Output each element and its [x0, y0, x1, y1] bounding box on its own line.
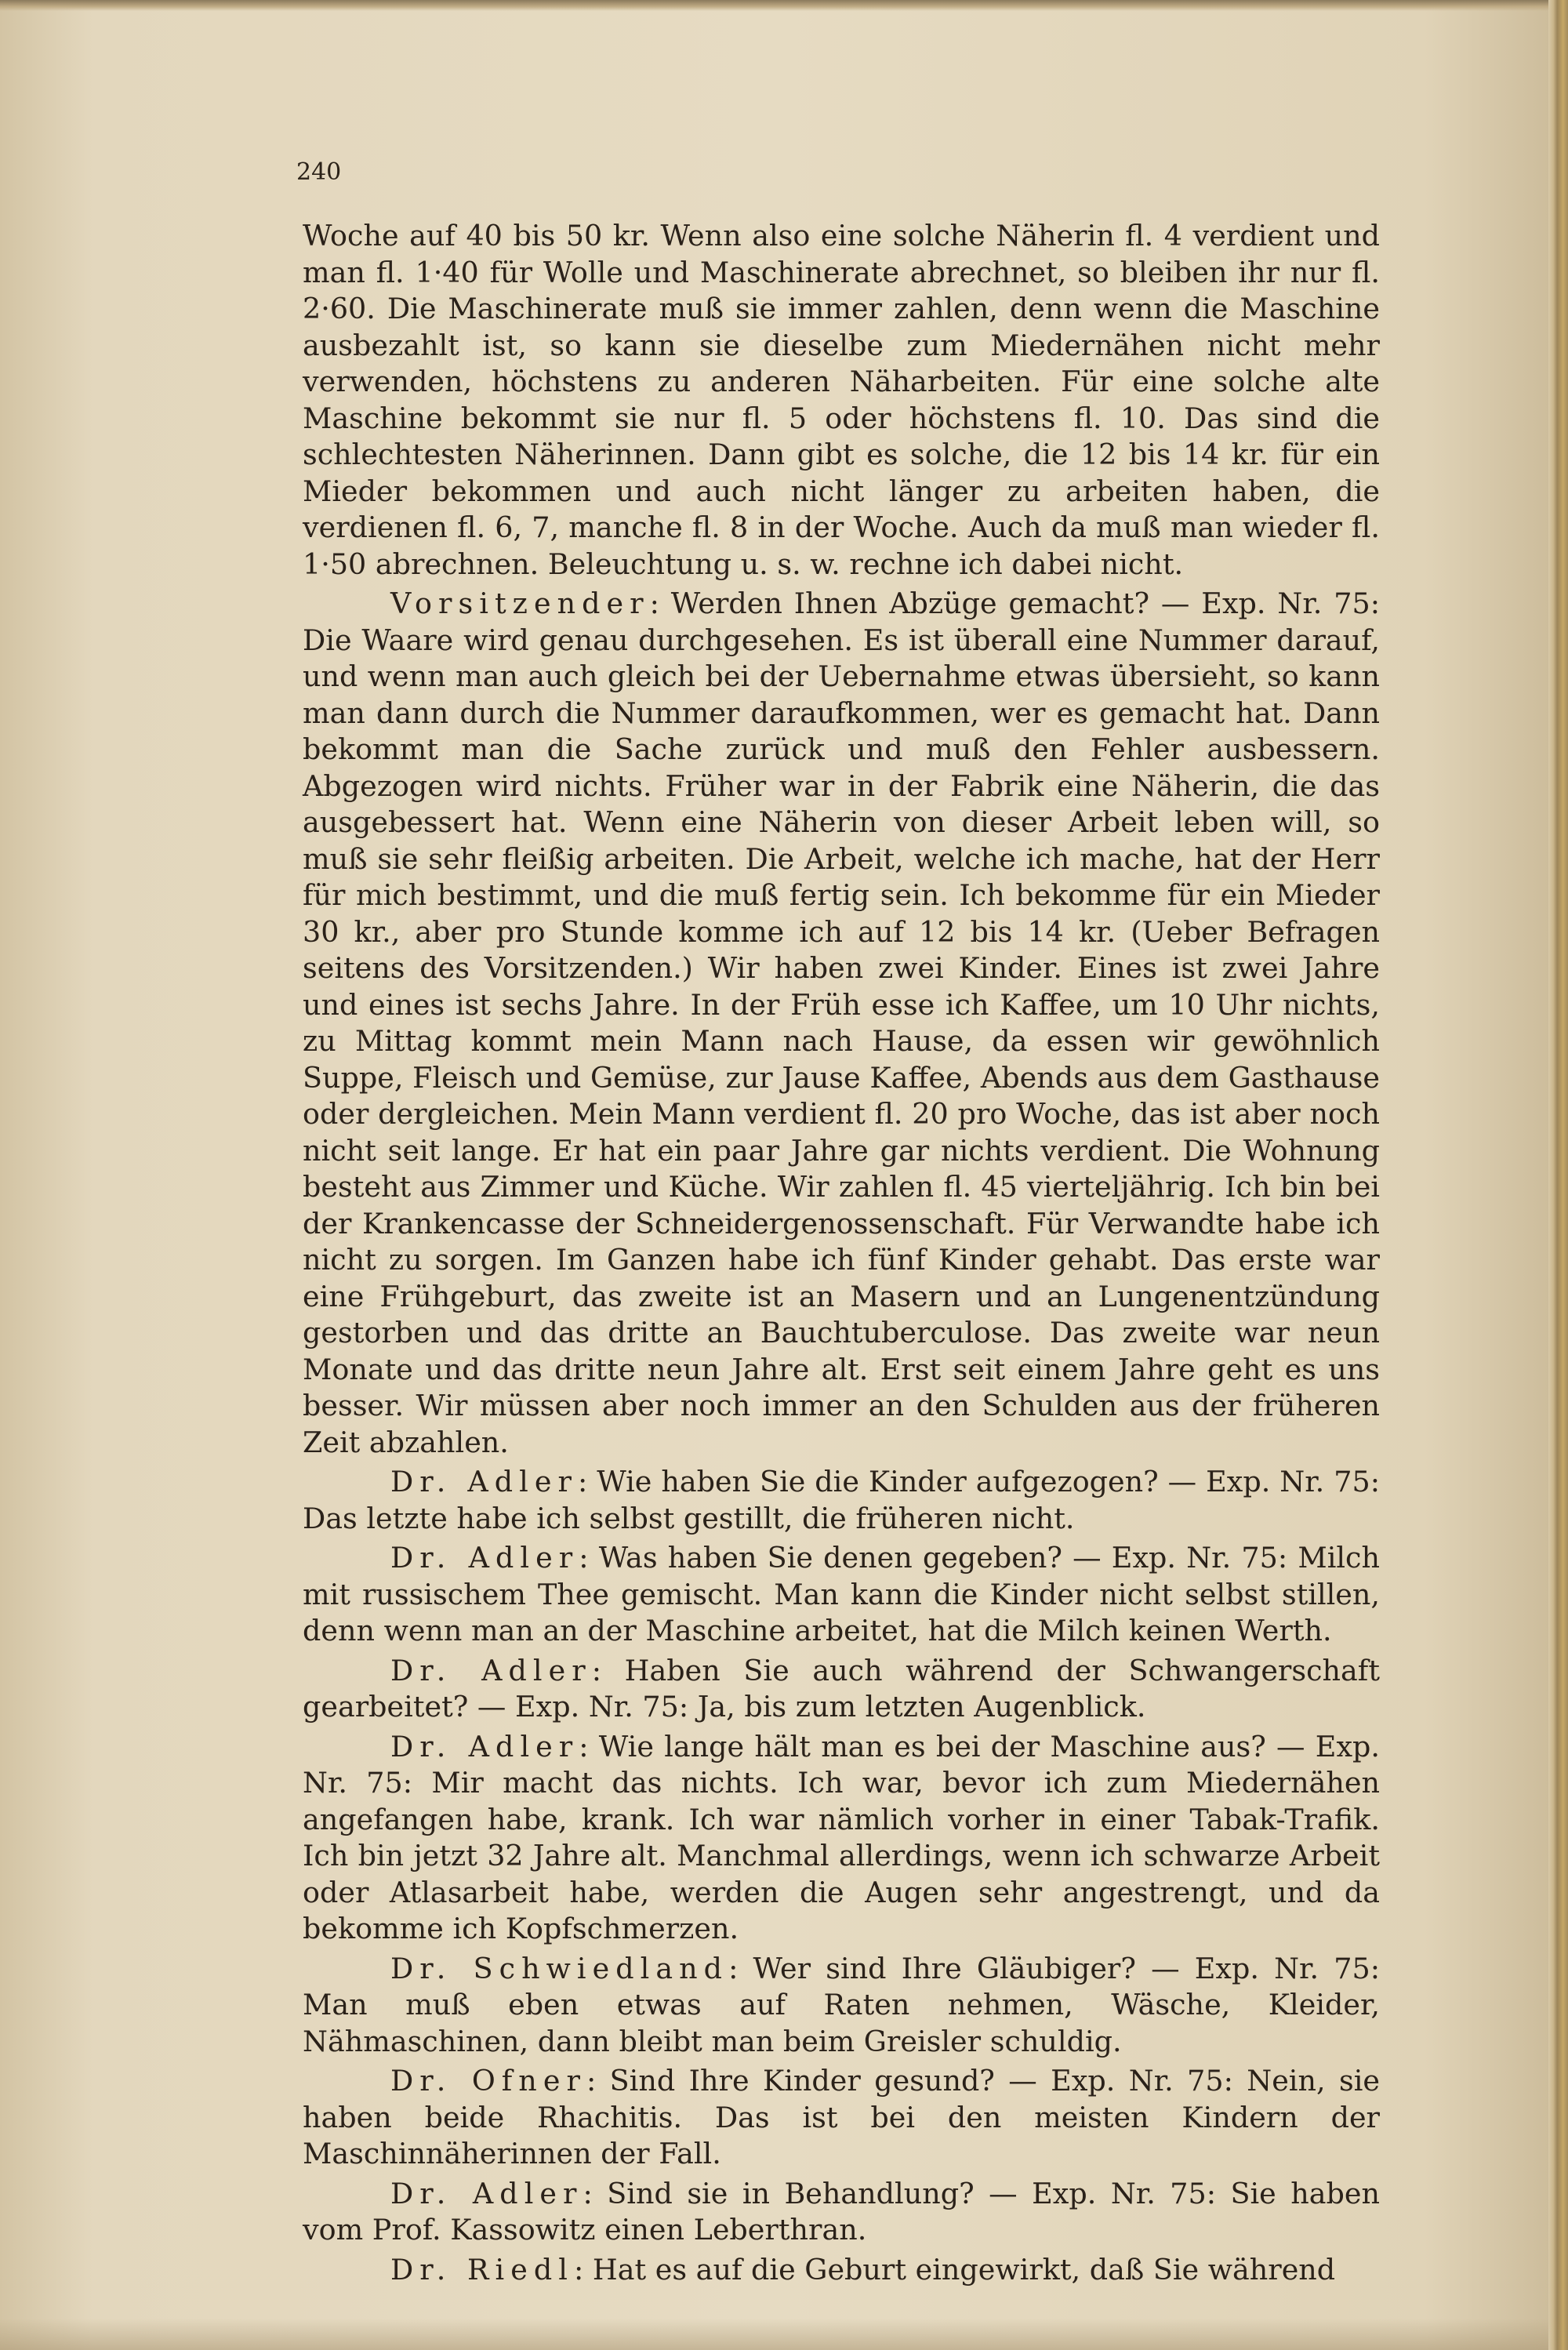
- speaker-name: Dr. Schwiedland: [390, 1951, 729, 1985]
- paragraph: [303, 2176, 1380, 2249]
- book-spine-edge: [1548, 0, 1568, 2350]
- paragraph: [303, 1951, 1380, 2061]
- paragraph-text: : Hat es auf die Geburt eingewirkt, daß Sie während: [573, 2252, 1336, 2286]
- paragraph: [303, 1540, 1380, 1650]
- paragraph-text: : Sind sie in Behandlung? — Exp. Nr. 75: Sie haben vom Prof. Kassowitz einen Leberthran.: [303, 2176, 1381, 2246]
- paragraph-text: : Wer sind Ihre Gläubiger? — Exp. Nr. 75: Man muß eben etwas auf Raten nehmen, Wäsche, Kleider, Nähmaschinen, dann bleibt man beim Greisler schuldig.: [303, 1951, 1380, 2058]
- paragraph-text: : Haben Sie auch während der Schwangerschaft gearbeitet? — Exp. Nr. 75: Ja, bis zum letzten Augenblick.: [303, 1653, 1380, 1723]
- speaker-name: Dr. Riedl: [390, 2252, 574, 2286]
- speaker-name: Dr. Adler: [390, 1653, 592, 1687]
- body-text: [303, 218, 1380, 2291]
- paragraph-text: : Wie lange hält man es bei der Maschine aus? — Exp. Nr. 75: Mir macht das nichts. Ich war, bevor ich zum Miedernähen angefangen habe, krank. Ich war nämlich vorher in einer Tabak-Trafik. Ich bin jetzt 32 Jahre alt. Manchmal allerdings, wenn ich schwarze Arbeit oder Atlasarbeit habe, werden die Augen sehr angestrengt, und da bekomme ich Kopfschmerzen.: [303, 1729, 1380, 1945]
- paragraph: [303, 1729, 1380, 1948]
- paragraph-text: Woche auf 40 bis 50 kr. Wenn also eine solche Näherin fl. 4 verdient und man fl. 1·40 für Wolle und Maschinerate abrechnet, so bleiben ihr nur fl. 2·60. Die Maschinerate muß sie immer zahlen, denn wenn die Maschine ausbezahlt ist, so kann sie dieselbe zum Miedernähen nicht mehr verwenden, höchstens zu anderen Näharbeiten. Für eine solche alte Maschine bekommt sie nur fl. 5 oder höchstens fl. 10. Das sind die schlechtesten Näherinnen. Dann gibt es solche, die 12 bis 14 kr. für ein Mieder bekommen und auch nicht länger zu arbeiten haben, die verdienen fl. 6, 7, manche fl. 8 in der Woche. Auch da muß man wieder fl. 1·50 abrechnen. Beleuchtung u. s. w. rechne ich dabei nicht.: [303, 219, 1380, 581]
- paragraph: [303, 586, 1380, 1461]
- speaker-name: Dr. Adler: [390, 1465, 578, 1498]
- paragraph: [303, 2252, 1380, 2289]
- paragraph: [303, 1653, 1380, 1726]
- paragraph-text: : Werden Ihnen Abzüge gemacht? — Exp. Nr. 75: Die Waare wird genau durchgesehen. Es ist überall eine Nummer darauf, und wenn man auch gleich bei der Uebernahme etwas übersieht, so kann man dann durch die Nummer daraufkommen, wer es gemacht hat. Dann bekommt man die Sache zurück und muß den Fehler ausbessern. Abgezogen wird nichts. Früher war in der Fabrik eine Näherin, die das ausgebessert hat. Wenn eine Näherin von dieser Arbeit leben will, so muß sie sehr fleißig arbeiten. Die Arbeit, welche ich mache, hat der Herr für mich bestimmt, und die muß fertig sein. Ich bekomme für ein Mieder 30 kr., aber pro Stunde komme ich auf 12 bis 14 kr. (Ueber Befragen seitens des Vorsitzenden.) Wir haben zwei Kinder. Eines ist zwei Jahre und eines ist sechs Jahre. In der Früh esse ich Kaffee, um 10 Uhr nichts, zu Mittag kommt mein Mann nach Hause, da essen wir gewöhnlich Suppe, Fleisch und Gemüse, zur Jause Kaffee, Abends aus dem Gasthause oder dergleichen. Mein Mann verdient fl. 20 pro Woche, das ist aber noch nicht seit lange. Er hat ein paar Jahre gar nichts verdient. Die Wohnung besteht aus Zimmer und Küche. Wir zahlen fl. 45 vierteljährig. Ich bin bei der Krankencasse der Schneidergenossenschaft. Für Verwandte habe ich nicht zu sorgen. Im Ganzen habe ich fünf Kinder gehabt. Das erste war eine Frühgeburt, das zweite ist an Masern und an Lungenentzündung gestorben und das dritte an Bauchtuberculose. Das zweite war neun Monate und das dritte neun Jahre alt. Erst seit einem Jahre geht es uns besser. Wir müssen aber noch immer an den Schulden aus der früheren Zeit abzahlen.: [303, 587, 1380, 1459]
- paragraph: [303, 1464, 1380, 1537]
- paragraph: [303, 218, 1380, 583]
- speaker-name: Dr. Ofner: [390, 2064, 586, 2098]
- paragraph-text: : Was haben Sie denen gegeben? — Exp. Nr. 75: Milch mit russischem Thee gemischt. Man kann die Kinder nicht selbst stillen, denn wenn man an der Maschine arbeitet, hat die Milch keinen Werth.: [303, 1541, 1380, 1647]
- bottom-shadow: [0, 2319, 1548, 2350]
- speaker-name: Dr. Adler: [390, 2176, 583, 2210]
- speaker-name: Vorsitzender: [390, 587, 650, 620]
- paragraph-text: : Wie haben Sie die Kinder aufgezogen? — Exp. Nr. 75: Das letzte habe ich selbst gestillt, die früheren nicht.: [303, 1465, 1380, 1535]
- paragraph-text: : Sind Ihre Kinder gesund? — Exp. Nr. 75: Nein, sie haben beide Rhachitis. Das ist bei den meisten Kindern der Maschinnäherinnen der Fall.: [303, 2064, 1380, 2170]
- top-page-edge: [0, 0, 1548, 11]
- page-number: 240: [296, 158, 342, 186]
- paragraph: [303, 2063, 1380, 2173]
- speaker-name: Dr. Adler: [390, 1729, 579, 1763]
- speaker-name: Dr. Adler: [390, 1541, 579, 1575]
